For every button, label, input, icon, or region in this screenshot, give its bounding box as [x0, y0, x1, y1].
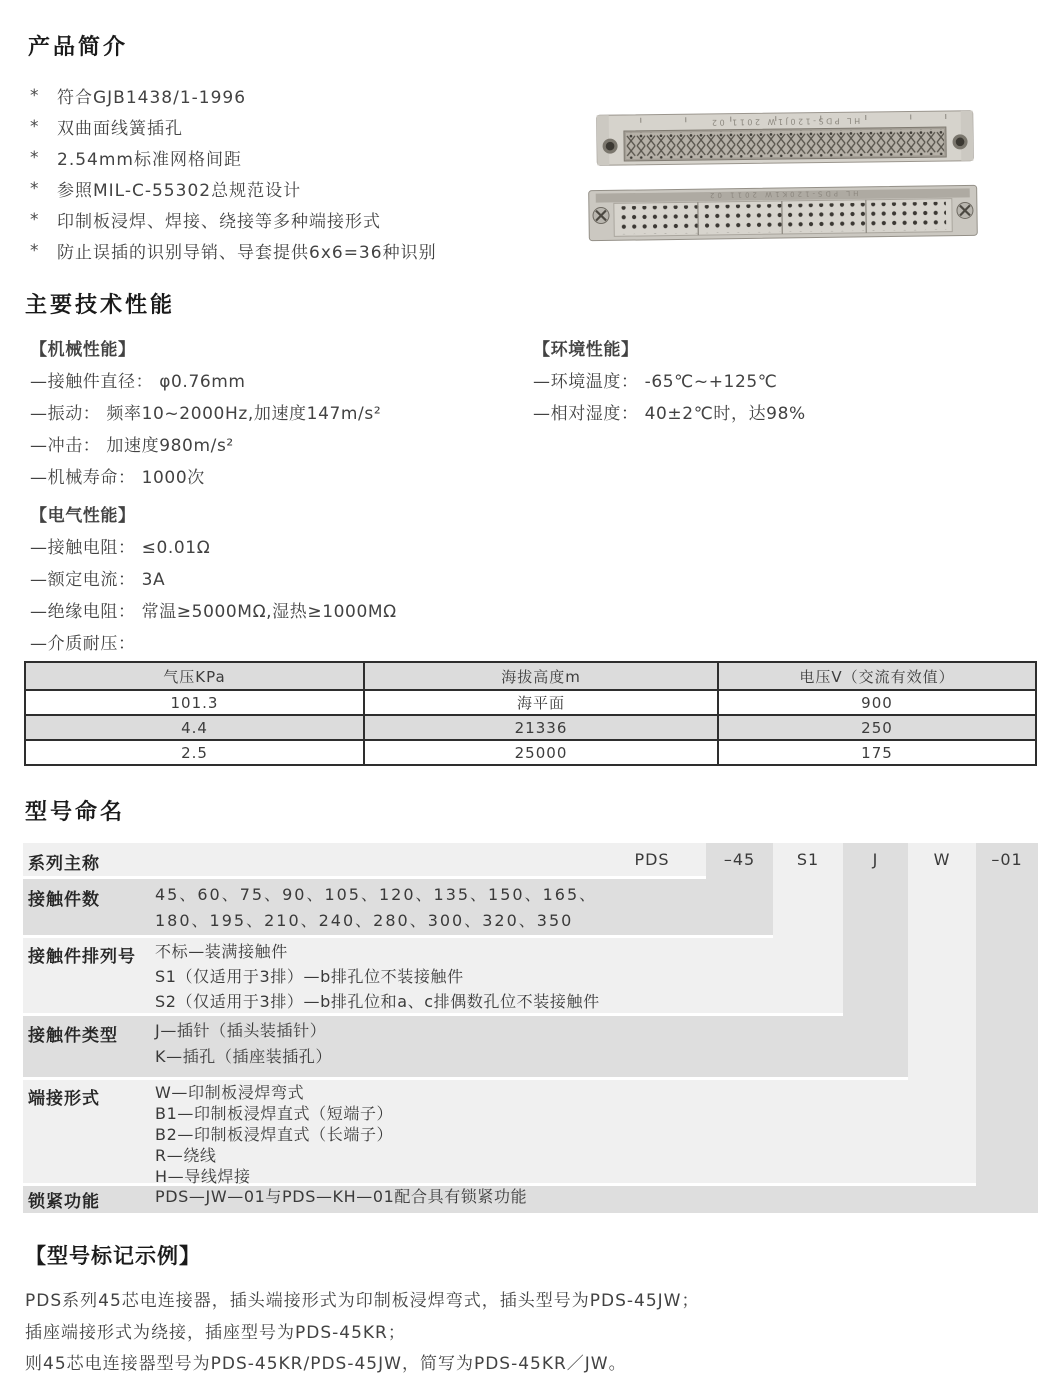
- spec-line: —机械寿命： 1000次: [30, 467, 205, 488]
- cell: 2.5: [25, 740, 364, 765]
- code-contact-count: –45: [723, 850, 756, 869]
- intro-bullet: [30, 173, 437, 204]
- example-title: 【型号标记示例】: [25, 1244, 201, 1268]
- bullet-marker: *: [30, 178, 40, 199]
- intro-bullet: [30, 80, 437, 111]
- spec-line: —环境温度： -65℃~+125℃: [533, 371, 778, 392]
- plug-marking-text: HL PDS-120J1W 2011 02: [709, 116, 861, 127]
- performance-title: 主要技术性能: [25, 293, 176, 318]
- mechanical-header: 【机械性能】: [30, 339, 136, 360]
- intro-bullet: [30, 111, 437, 142]
- termination-line: B1—印制板浸焊直式（短端子）: [155, 1104, 394, 1123]
- cell: 4.4: [25, 715, 364, 740]
- cell: 25000: [364, 740, 718, 765]
- termination-line: W—印制板浸焊弯式: [155, 1083, 305, 1102]
- contact-count-line: 180、195、210、240、280、300、320、350: [155, 911, 574, 930]
- row-label-contact-count: 接触件数: [28, 890, 100, 910]
- row-label-termination: 端接形式: [28, 1089, 100, 1109]
- spec-line: —接触件直径： φ0.76mm: [30, 371, 246, 392]
- plug-pin-field: [626, 129, 944, 159]
- cell: 101.3: [25, 690, 364, 715]
- col-header-altitude: 海拔高度m: [364, 662, 718, 690]
- row-label-locking: 锁紧功能: [28, 1192, 100, 1212]
- cell: 900: [718, 690, 1036, 715]
- arrangement-line: S2（仅适用于3排）—b排孔位和a、c排偶数孔位不装接触件: [155, 992, 600, 1011]
- electrical-header: 【电气性能】: [30, 505, 136, 526]
- table-row: [25, 715, 1036, 740]
- bullet-marker: *: [30, 116, 40, 137]
- electrical-specs: [30, 497, 397, 657]
- photo-socket-connector: [588, 179, 979, 248]
- code-arrangement: S1: [796, 850, 820, 869]
- bullet-text: 双曲面线簧插孔: [57, 119, 183, 139]
- spec-line: —冲击： 加速度980m/s²: [30, 435, 234, 456]
- spec-line: —绝缘电阻： 常温≥5000MΩ,湿热≥1000MΩ: [30, 601, 397, 622]
- row-label-series: 系列主称: [28, 854, 100, 874]
- termination-line: H—导线焊接: [155, 1167, 251, 1186]
- contact-count-line: 45、60、75、90、105、120、135、150、165、: [155, 885, 598, 904]
- example-line: PDS系列45芯电连接器，插头端接形式为印制板浸焊弯式，插头型号为PDS-45JW；: [25, 1291, 700, 1311]
- intro-bullet: [30, 235, 437, 266]
- intro-bullet: [30, 142, 437, 173]
- stair-column-locking: [976, 843, 1038, 1213]
- model-naming-title: 型号命名: [25, 800, 126, 825]
- intro-title: 产品简介: [28, 35, 129, 60]
- spec-line: —额定电流： 3A: [30, 569, 166, 590]
- termination-line: B2—印制板浸焊直式（长端子）: [155, 1125, 394, 1144]
- bullet-marker: *: [30, 85, 40, 106]
- photo-plug-connector: [596, 104, 975, 173]
- spec-line: —振动： 频率10~2000Hz,加速度147m/s²: [30, 403, 382, 424]
- intro-bullet: [30, 204, 437, 235]
- table-row: [25, 740, 1036, 765]
- environmental-specs: [533, 331, 806, 427]
- row-label-contact-type: 接触件类型: [28, 1026, 118, 1046]
- intro-bullet-list: [30, 80, 437, 266]
- table-header-row: [25, 662, 1036, 690]
- code-locking: –01: [991, 850, 1023, 869]
- spec-line: —接触电阻： ≤0.01Ω: [30, 537, 211, 558]
- contact-type-line: J—插针（插头装插针）: [155, 1021, 327, 1040]
- bullet-text: 2.54mm标准网格间距: [57, 150, 242, 170]
- locking-line: PDS—JW—01与PDS—KH—01配合具有锁紧功能: [155, 1187, 528, 1206]
- cell: 175: [718, 740, 1036, 765]
- arrangement-line: S1（仅适用于3排）—b排孔位不装接触件: [155, 967, 464, 986]
- spec-line: —介质耐压：: [30, 633, 136, 654]
- code-termination: W: [933, 850, 951, 869]
- environmental-header: 【环境性能】: [533, 339, 639, 360]
- code-contact-type: J: [872, 850, 879, 869]
- arrangement-line: 不标—装满接触件: [155, 942, 288, 961]
- bullet-text: 防止误插的识别导销、导套提供6x6=36种识别: [57, 243, 437, 263]
- model-naming-diagram: [23, 843, 1038, 1215]
- socket-marking-text: HL PDS-120K1W 2011 02: [706, 188, 859, 200]
- cell: 21336: [364, 715, 718, 740]
- code-series: PDS: [634, 850, 670, 869]
- row-label-arrangement: 接触件排列号: [28, 947, 136, 967]
- col-header-voltage: 电压V（交流有效值）: [718, 662, 1036, 690]
- termination-line: R—绕线: [155, 1146, 217, 1165]
- cell: 250: [718, 715, 1036, 740]
- contact-type-line: K—插孔（插座装插孔）: [155, 1047, 333, 1066]
- bullet-text: 参照MIL-C-55302总规范设计: [57, 181, 302, 201]
- spec-line: —相对湿度： 40±2℃时，达98%: [533, 403, 806, 424]
- socket-hole-field: [620, 202, 946, 235]
- bullet-text: 印制板浸焊、焊接、绕接等多种端接形式: [57, 212, 381, 232]
- dielectric-voltage-table: [24, 661, 1037, 766]
- bullet-marker: *: [30, 147, 40, 168]
- bullet-text: 符合GJB1438/1-1996: [57, 88, 247, 108]
- bullet-marker: *: [30, 240, 40, 261]
- col-header-pressure: 气压KPa: [25, 662, 364, 690]
- table-row: [25, 690, 1036, 715]
- cell: 海平面: [364, 690, 718, 715]
- mechanical-specs: [30, 331, 381, 491]
- bullet-marker: *: [30, 209, 40, 230]
- example-line: 插座端接形式为绕接，插座型号为PDS-45KR；: [25, 1323, 406, 1343]
- example-line: 则45芯电连接器型号为PDS-45KR/PDS-45JW，简写为PDS-45KR／JW。: [25, 1354, 627, 1374]
